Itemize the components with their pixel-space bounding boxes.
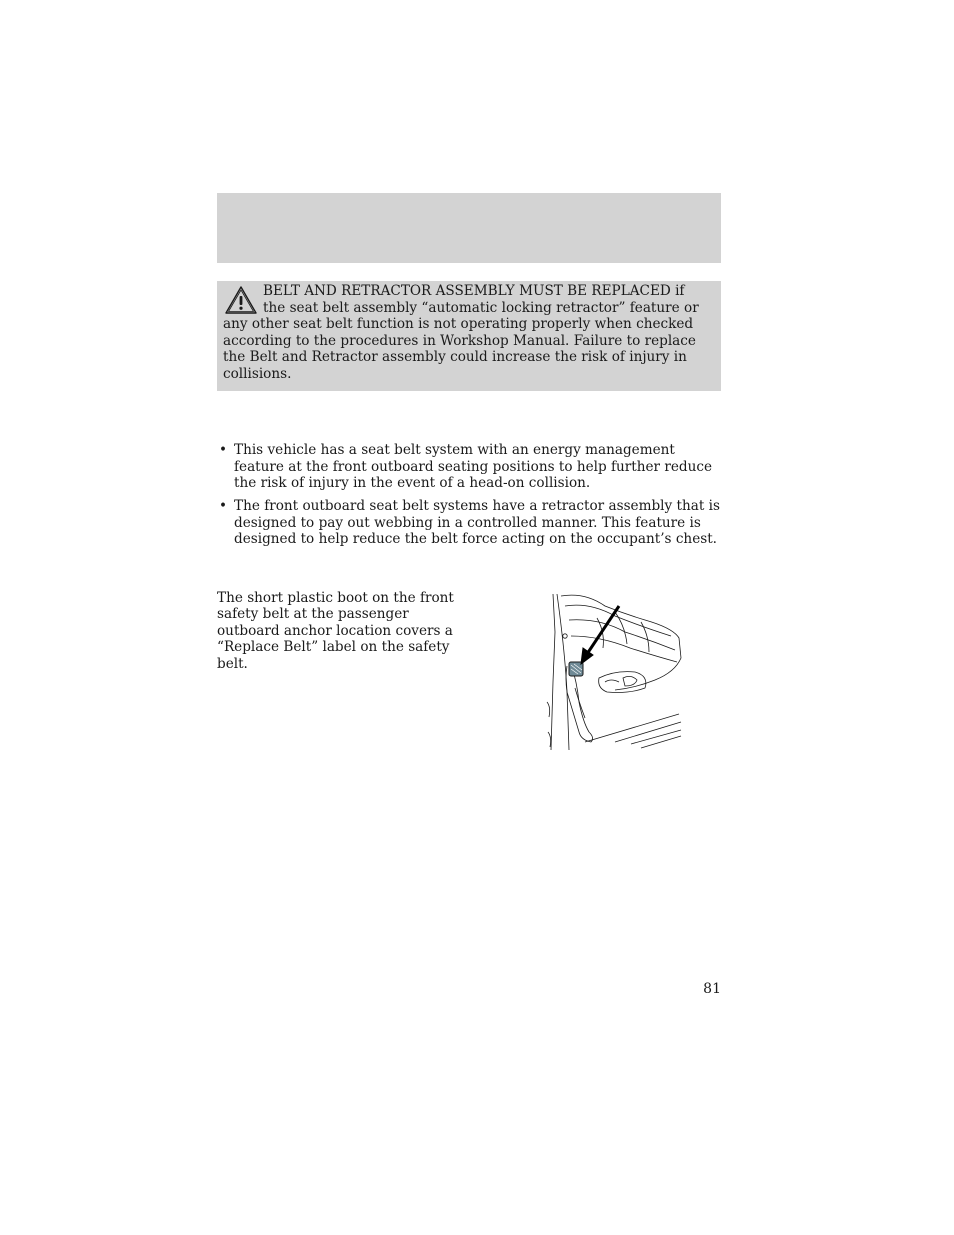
- energy-management-list: [217, 442, 721, 555]
- warning-box: [217, 281, 721, 391]
- warning-text: BELT AND RETRACTOR ASSEMBLY MUST BE REPLACED if the seat belt assembly “automatic locking retractor” feature or any other seat belt function is not operating properly when checked according to the procedures in Workshop Manual. Failure to replace the Belt and Retractor assembly could increase the risk of injury in collisions.: [223, 283, 699, 382]
- bullet-symbol: •: [219, 498, 228, 515]
- list-item: [217, 498, 721, 548]
- bullet-symbol: •: [219, 442, 228, 458]
- list-item-text: The front outboard seat belt systems have a retractor assembly that is designed to pay out webbing in a controlled manner. This feature is designed to help reduce the belt force acting on the occupant’s chest.: [234, 498, 720, 548]
- boot-paragraph: The short plastic boot on the front safety belt at the passenger outboard anchor location covers a “Replace Belt” label on the safety belt.: [217, 590, 454, 672]
- list-item-text: This vehicle has a seat belt system with an energy management feature at the front outboard seating positions to help further reduce the risk of injury in the event of a head-on collision.: [234, 442, 713, 492]
- seat-belt-anchor-illustration: [545, 592, 685, 754]
- section-header-band: [217, 193, 721, 263]
- page-number: 81: [703, 981, 721, 997]
- list-item: [217, 442, 721, 492]
- warning-text-block: [223, 283, 701, 383]
